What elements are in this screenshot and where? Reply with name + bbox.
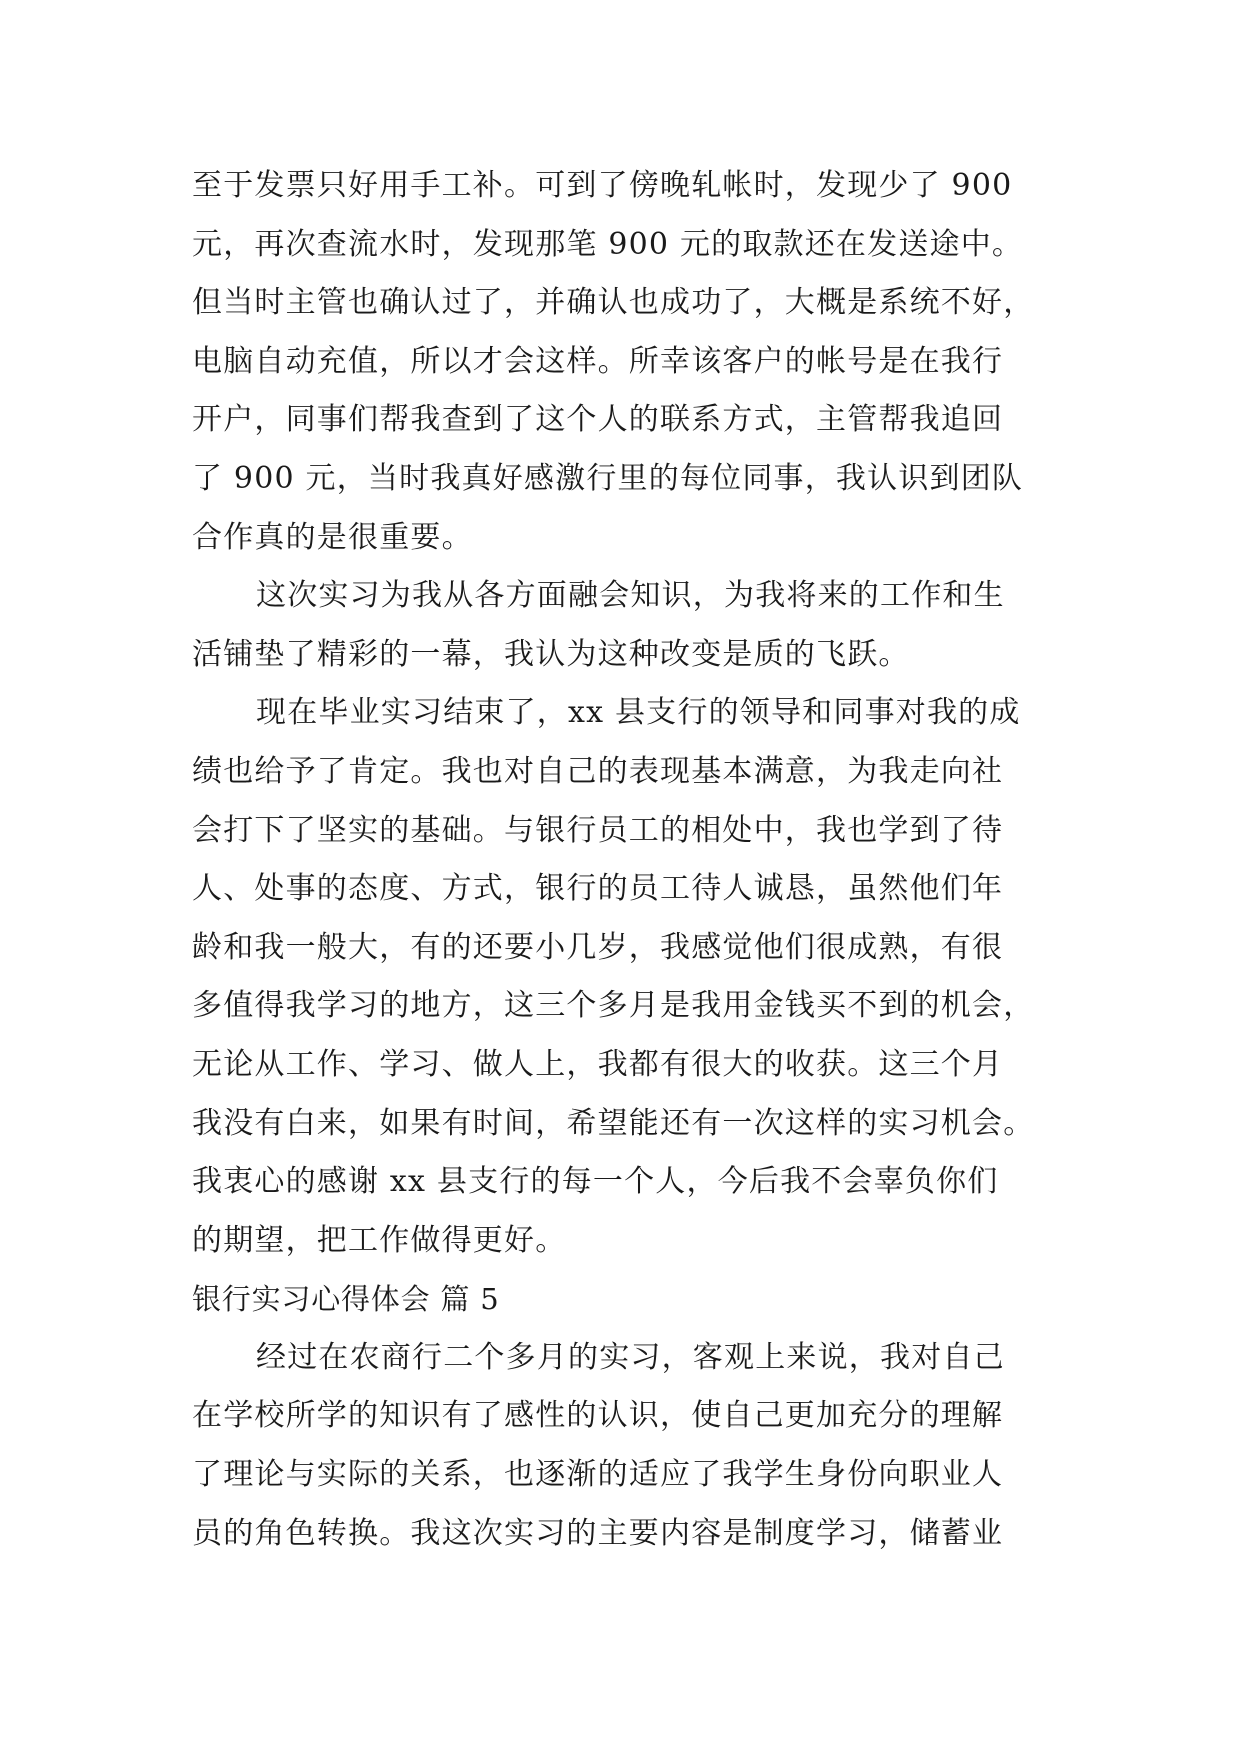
text-line: 绩也给予了肯定。我也对自己的表现基本满意，为我走向社 [192,753,1004,789]
text-line: 了理论与实际的关系，也逐渐的适应了我学生身份向职业人 [192,1457,1004,1493]
text-line: 元，再次查流水时，发现那笔 900 元的取款还在发送途中。 [192,226,1024,262]
text-line: 开户，同事们帮我查到了这个人的联系方式，主管帮我追回 [192,402,1004,438]
paragraph-first-line: 现在毕业实习结束了，xx 县支行的领导和同事对我的成 [256,695,1021,731]
text-line: 在学校所学的知识有了感性的认识，使自己更加充分的理解 [192,1398,1004,1434]
text-line: 人、处事的态度、方式，银行的员工待人诚恳，虽然他们年 [192,871,1004,907]
text-line: 合作真的是很重要。 [192,519,473,555]
text-line: 龄和我一般大，有的还要小几岁，我感觉他们很成熟，有很 [192,929,1004,965]
text-line: 我没有白来，如果有时间，希望能还有一次这样的实习机会。 [192,1105,1035,1141]
text-line: 的期望，把工作做得更好。 [192,1222,567,1258]
text-line: 但当时主管也确认过了，并确认也成功了，大概是系统不好， [192,285,1035,321]
paragraph-first-line: 这次实习为我从各方面融会知识，为我将来的工作和生 [256,578,1005,614]
text-line: 会打下了坚实的基础。与银行员工的相处中，我也学到了待 [192,812,1004,848]
text-line: 了 900 元，当时我真好感激行里的每位同事，我认识到团队 [192,460,1024,496]
text-line: 至于发票只好用手工补。可到了傍晚轧帐时，发现少了 900 [192,168,1013,203]
text-line: 我衷心的感谢 xx 县支行的每一个人，今后我不会辜负你们 [192,1164,999,1200]
text-line: 无论从工作、学习、做人上，我都有很大的收获。这三个月 [192,1046,1004,1082]
text-line: 多值得我学习的地方，这三个多月是我用金钱买不到的机会， [192,988,1035,1024]
text-line: 活铺垫了精彩的一幕，我认为这种改变是质的飞跃。 [192,636,910,672]
text-line: 员的角色转换。我这次实习的主要内容是制度学习，储蓄业 [192,1515,1004,1551]
paragraph-first-line: 经过在农商行二个多月的实习，客观上来说，我对自己 [256,1339,1005,1375]
text-line: 电脑自动充值，所以才会这样。所幸该客户的帐号是在我行 [192,343,1004,379]
section-heading: 银行实习心得体会 篇 5 [192,1282,500,1317]
document-body [192,157,1072,1563]
